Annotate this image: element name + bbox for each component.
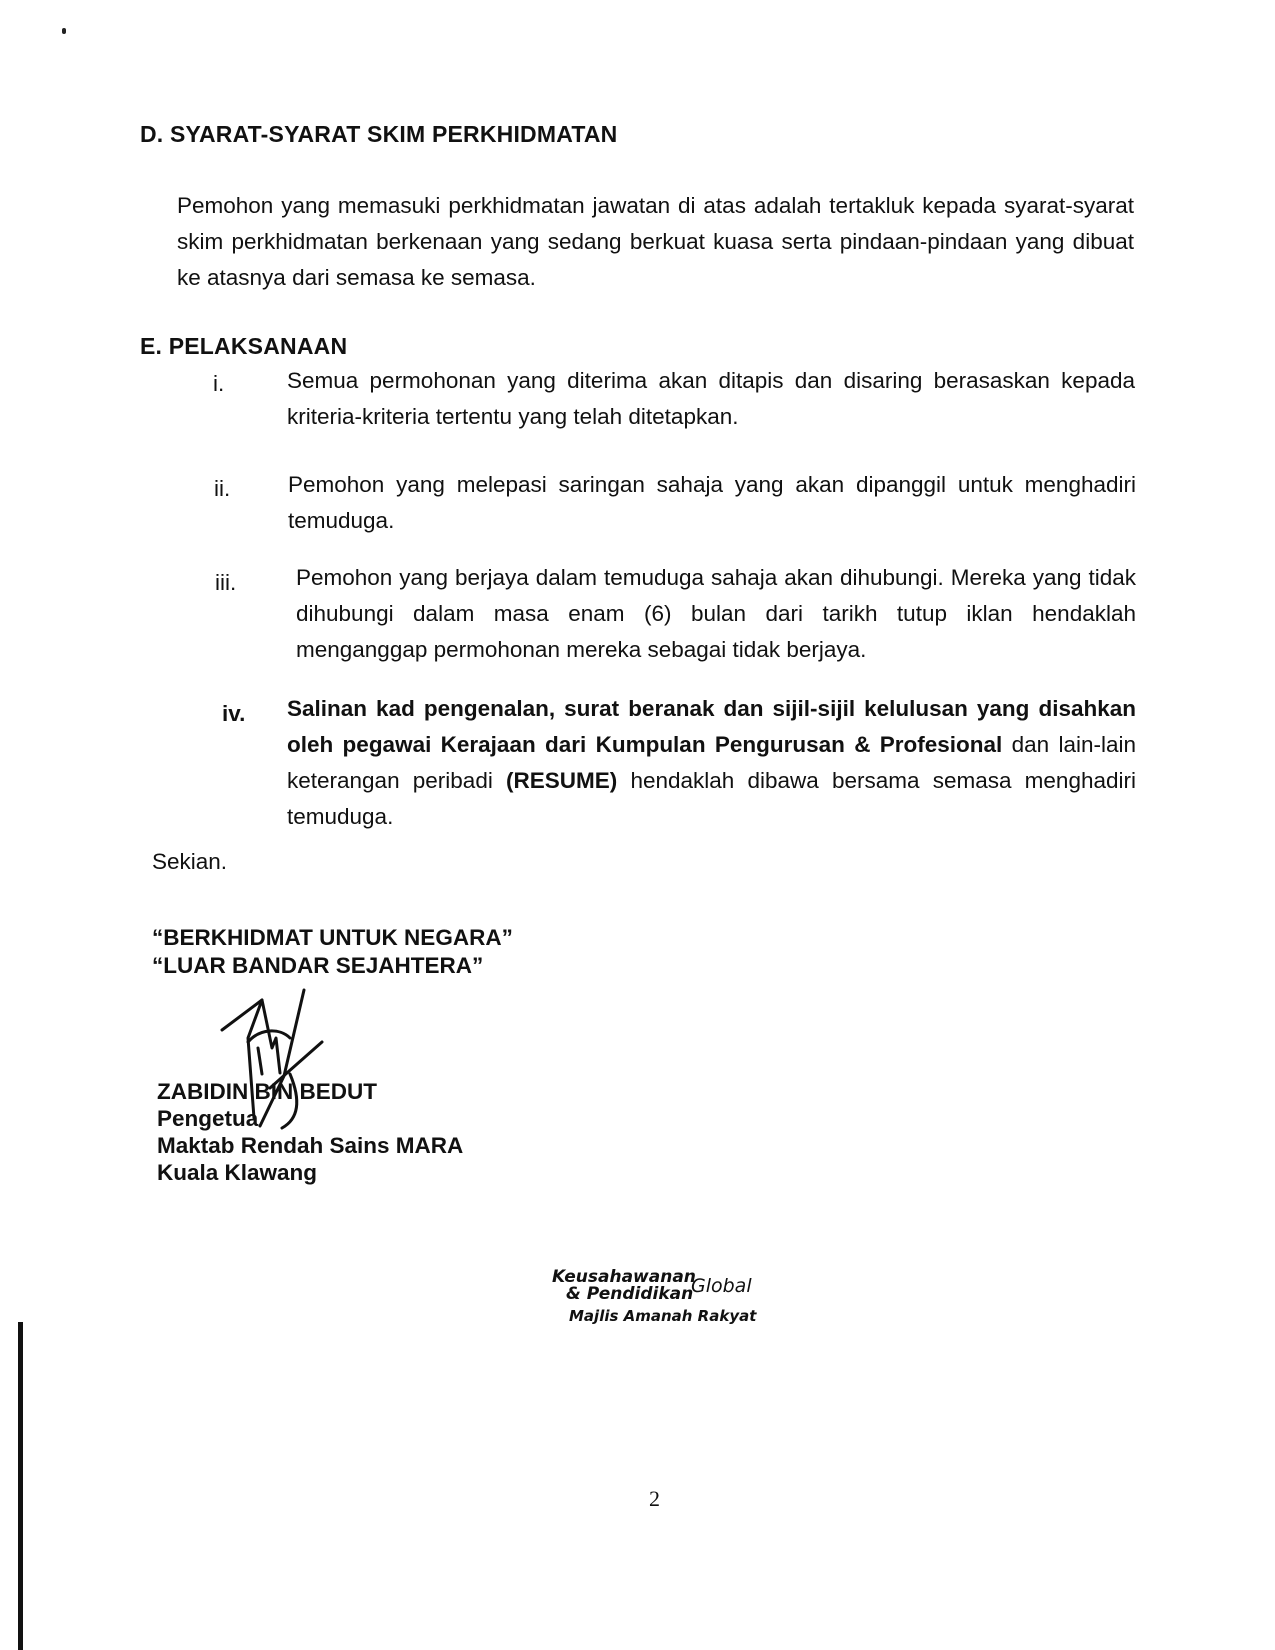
item-3-number: iii.: [215, 570, 237, 595]
signatory-org: Maktab Rendah Sains MARA: [157, 1133, 464, 1158]
logo-line-mara: Majlis Amanah Rakyat: [569, 1307, 757, 1325]
item-4-text: [287, 691, 1136, 835]
section-d-heading: D. SYARAT-SYARAT SKIM PERKHIDMATAN: [140, 121, 618, 147]
signatory-place: Kuala Klawang: [157, 1160, 318, 1185]
item-1-text: Semua permohonan yang diterima akan ditapis dan disaring berasaskan kepada kriteria-kriteria tertentu yang telah ditetapkan.: [287, 368, 1135, 429]
item-4-end-text: hendaklah dibawa bersama semasa menghadiri temuduga.: [287, 768, 1136, 829]
signatory-name: ZABIDIN BIN BEDUT: [157, 1079, 377, 1104]
item-1-number: i.: [213, 371, 225, 396]
item-2-number: ii.: [214, 476, 231, 501]
section-d-body: Pemohon yang memasuki perkhidmatan jawatan di atas adalah tertakluk kepada syarat-syarat skim perkhidmatan berkenaan yang sedang berkuat kuasa serta pindaan-pindaan yang dibuat ke atasnya dari semasa ke semasa.: [177, 193, 1134, 290]
page-number: 2: [649, 1486, 660, 1511]
closing-text: Sekian.: [152, 849, 228, 874]
logo-line-pendidikan: & Pendidikan: [566, 1284, 694, 1304]
signatory-title: Pengetua: [157, 1106, 259, 1131]
scan-speck: [62, 28, 66, 34]
motto-line-1: “BERKHIDMAT UNTUK NEGARA”: [152, 925, 513, 950]
item-4-resume: (RESUME): [506, 768, 618, 793]
logo-line-keusahawanan: Keusahawanan: [552, 1267, 696, 1287]
section-e-heading: E. PELAKSANAAN: [140, 333, 348, 359]
scan-margin-edge: [18, 1322, 23, 1650]
item-2-text: Pemohon yang melepasi saringan sahaja yang akan dipanggil untuk menghadiri temuduga.: [288, 472, 1136, 533]
motto-line-2: “LUAR BANDAR SEJAHTERA”: [152, 953, 484, 978]
item-4-bold-text: Salinan kad pengenalan, surat beranak dan sijil-sijil kelulusan yang disahkan oleh pegawai Kerajaan dari Kumpulan Pengurusan & Profesional: [287, 696, 1136, 757]
item-3-text: Pemohon yang berjaya dalam temuduga sahaja akan dihubungi. Mereka yang tidak dihubungi dalam masa enam (6) bulan dari tarikh tutup iklan hendaklah menganggap permohonan mereka sebagai tidak berjaya.: [296, 565, 1136, 662]
logo-word-global: Global: [691, 1275, 752, 1297]
item-4-mid-text: dan lain-lain keterangan peribadi: [287, 732, 1136, 793]
item-4-number: iv.: [222, 701, 246, 726]
